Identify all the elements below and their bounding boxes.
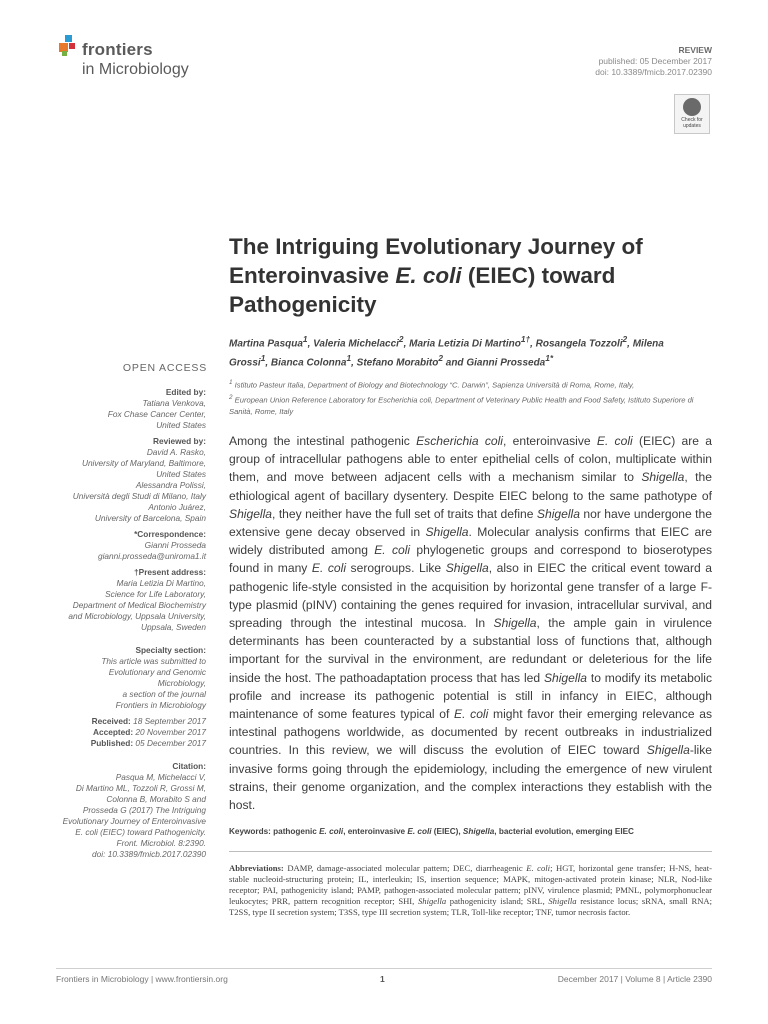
abstract: Among the intestinal pathogenic Escherichia coli, enteroinvasive E. coli (EIEC) are a group of intracellular pathogens able to enter epithelial cells of colon, multiplicate within them, and move between adjacent cells with a mechanism similar to Shigella, the ethiological agent of bacillary dysentery. Despite EIEC belong to the same pathotype of Shigella, they neither have the full set of traits that define Shigella nor have undergone the extensive gene decay observed in Shigella. Molecular analysis confirms that EIEC are widely distributed among E. coli phylogenetic groups and correspond to bioserotypes found in many E. coli serogroups. Like Shigella, also in EIEC the critical event toward a pathogenic life-style consisted in the acquisition by horizontal gene transfer of a large F-type plasmid (pINV) containing the genes required for invasion, intracellular survival, and spreading through the intestinal mucosa. In Shigella, the ample gain in virulence determinants has been counteracted by a substantial loss of functions that, although important for the survival in the environment, are redundant or deleterious for the life inside the host. The pathoadaptation process that has led Shigella to modify its metabolic profile and increase its pathogenic potential is still in infancy in EIEC, although maintenance of some features typical of E. coli might favor their emerging relevance as intestinal pathogens worldwide, as documented by recent outbreaks in industrialized countries. In this review, we will discuss the evolution of EIEC toward Shigella-like invasive forms going through the epidemiology, including the emergence of new virulent strains, their genome organization, and the complex interactions they establish with the host. — [229, 434, 713, 813]
correspondence-heading: *Correspondence: — [134, 529, 206, 539]
footer-journal-link[interactable]: Frontiers in Microbiology | www.frontiersin.org — [56, 974, 228, 984]
journal-logo — [57, 33, 227, 81]
author: Rosangela Tozzoli — [535, 338, 623, 350]
affiliations — [229, 377, 699, 418]
divider — [229, 851, 712, 852]
footer-divider — [56, 968, 712, 969]
specialty-heading: Specialty section: — [135, 645, 206, 655]
open-access-label: OPEN ACCESS — [122, 362, 207, 374]
article-meta — [595, 45, 712, 78]
author: Valeria Michelacci — [313, 338, 399, 350]
author: Milena Grossi — [229, 338, 664, 369]
article-title: The Intriguing Evolutionary Journey of Enteroinvasive E. coli (EIEC) toward Pathogenicity — [229, 234, 643, 317]
affiliation-1: $^1$ Istituto Pasteur Italia, Department of Biology and Biotechnology “C. Darwin”, Sapienza Università di Roma, Rome, Italy, — [229, 379, 635, 390]
check-for-updates-badge[interactable] — [674, 94, 710, 134]
footer-issue-info: December 2017 | Volume 8 | Article 2390 — [557, 974, 712, 984]
keywords: Keywords: pathogenic E. coli, enteroinvasive E. coli (EIEC), Shigella, bacterial evolution, emerging EIEC — [229, 827, 634, 836]
crossmark-icon — [683, 98, 701, 116]
author: Martina Pasqua — [229, 338, 303, 350]
received-date: Received: 18 September 2017 — [91, 716, 206, 726]
correspondence-email[interactable]: gianni.prosseda@uniroma1.it — [97, 551, 206, 561]
article-sidebar: Edited by: Tatiana Venkova, Fox Chase Cancer Center, United States Reviewed by: David A. Rasko, University of Maryland, Baltimore, United States Alessandra Polissi, Università degli Studi di Milano, Italy Antonio Juárez, University of Barcelona, Spain *Correspondence: Gianni Prosseda gianni.prosseda@uniroma1.it †Present address: Maria Letizia Di Martino, Science for Life Laboratory, Department of Medical Biochemistry and Microbiology, Uppsala University, Uppsala, Sweden Specialty section: This article was submitted to Evolutionary and Genomic Microbiology, a section of the journal Frontiers in Microbiology Received: 18 September 2017 Accepted: 20 November 2017 Published: 05 December 2017 Citation: Pasqua M, Michelacci V, Di Martino ML, Tozzoli R, Grossi M, Colonna B, Morabito S and Prosseda G (2017) The Intriguing Evolutionary Journey of Enteroinvasive E. coli (EIEC) toward Pathogenicity. Front. Microbiol. 8:2390. doi: 10.3389/fmicb.2017.02390 — [40, 387, 206, 860]
author: Stefano Morabito — [356, 357, 439, 369]
author-list: Martina Pasqua$^1$, Valeria Michelacci$^2$, Maria Letizia Di Martino$^{1\dagger}$, Rosangela Tozzoli$^2$, Milena Grossi$^1$, Bianca Colonna$^1$, Stefano Morabito$^2$ and Gianni Prosseda$^{1*}$ — [229, 334, 664, 369]
journal-name-line1: frontiers — [82, 40, 153, 59]
page-number: 1 — [380, 974, 385, 984]
accepted-date: Accepted: 20 November 2017 — [93, 727, 206, 737]
author: Maria Letizia Di Martino — [409, 338, 521, 350]
citation-heading: Citation: — [172, 761, 206, 771]
abbreviations: Abbreviations: DAMP, damage-associated molecular pattern; DEC, diarrheagenic E. coli; HGT, horizontal gene transfer; H-NS, heat-stable nucleoid-structuring protein; IL, interleukin; IS, insertion sequence; MAPK, mitogen-activated protein kinase; NLR, Nod-like receptor; PAI, pathogenicity island; PAMP, pathogen-associated molecular pattern; pINV, virulence plasmid; PMNL, polymorphonuclear leukocytes; PRR, pattern recognition receptor; SHI, Shigella pathogenicity island; SRL, Shigella resistance locus; sRNA, small RNA; T2SS, type II secretion system; T3SS, type III secretion system; TLR, Toll-like receptor; TNF, tumor necrosis factor. — [229, 863, 713, 917]
author: Gianni Prosseda — [466, 357, 546, 369]
published-date: published: 05 December 2017 — [598, 56, 712, 66]
edited-by-heading: Edited by: — [165, 387, 206, 397]
article-doi[interactable]: doi: 10.3389/fmicb.2017.02390 — [595, 67, 712, 77]
present-address-heading: †Present address: — [134, 567, 206, 577]
article-type: REVIEW — [678, 45, 712, 55]
reviewed-by-heading: Reviewed by: — [152, 436, 206, 446]
published-date-sidebar: Published: 05 December 2017 — [90, 738, 206, 748]
frontiers-logo-icon — [57, 33, 79, 57]
check-updates-text: Check for updates — [681, 117, 703, 129]
affiliation-2: $^2$ European Union Reference Laboratory for Escherichia coli, Department of Veterinary Public Health and Food Safety, Istituto Superiore di Sanità, Rome, Italy — [229, 393, 694, 417]
author: Bianca Colonna — [270, 357, 347, 369]
citation-doi[interactable]: doi: 10.3389/fmicb.2017.02390 — [92, 849, 206, 859]
journal-name-line2: in Microbiology — [82, 61, 189, 78]
